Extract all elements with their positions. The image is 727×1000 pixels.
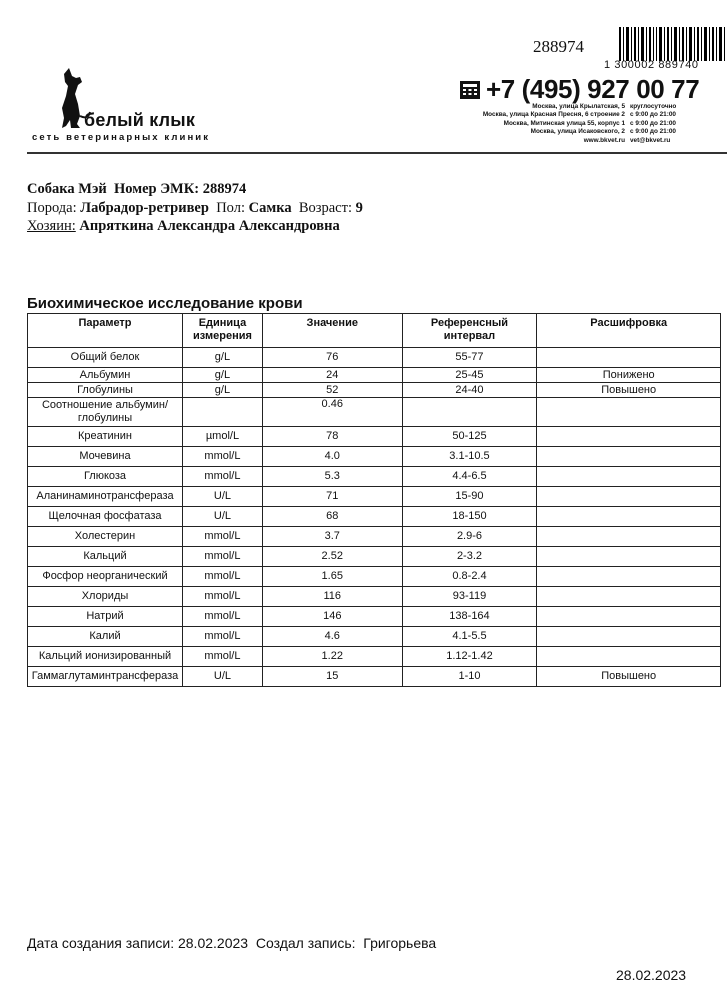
- table-row: [28, 398, 721, 427]
- owner-label: Хозяин:: [27, 218, 76, 234]
- interpretation-cell: [537, 427, 721, 447]
- created-label: Дата создания записи:: [27, 935, 175, 951]
- age-value: 9: [355, 199, 363, 216]
- brand-name: белый клык: [84, 110, 196, 130]
- table-row: [28, 368, 721, 383]
- table-row: [28, 427, 721, 447]
- value-cell: 52: [262, 383, 402, 398]
- parameter-cell: Альбумин: [28, 368, 183, 383]
- emk-label: Номер ЭМК:: [113, 181, 200, 197]
- table-row: [28, 383, 721, 398]
- column-header-ref: Референсный интервал: [402, 314, 537, 348]
- sex-value: Самка: [248, 199, 292, 216]
- table-row: [28, 467, 721, 487]
- column-header-value: Значение: [262, 314, 402, 348]
- parameter-cell: Глобулины: [28, 383, 183, 398]
- parameter-cell: Натрий: [28, 607, 183, 627]
- address-row: Москва, улица Крылатская, 5 круглосуточно: [532, 103, 677, 110]
- value-cell: 76: [262, 348, 402, 368]
- emk-number: 288974: [202, 181, 247, 197]
- unit-cell: mmol/L: [182, 627, 262, 647]
- unit-cell: mmol/L: [182, 527, 262, 547]
- value-cell: 146: [262, 607, 402, 627]
- breed-label: Порода:: [27, 199, 77, 216]
- table-row: [28, 447, 721, 467]
- created-date: 28.02.2023: [177, 935, 249, 951]
- table-row: [28, 667, 721, 687]
- address-row: Москва, улица Красная Пресня, 6 строение 2 с 9:00 до 21:00: [482, 111, 676, 119]
- value-cell: 116: [262, 587, 402, 607]
- reference-cell: 18-150: [402, 507, 537, 527]
- results-table: [27, 313, 721, 687]
- barcode: [619, 27, 727, 61]
- table-row: [28, 348, 721, 368]
- clinic-addresses: [440, 103, 688, 145]
- unit-cell: U/L: [182, 667, 262, 687]
- phone-number: +7 (495) 927 00 77: [486, 74, 700, 104]
- owner-value: Апряткина Александра Александровна: [79, 218, 340, 234]
- patient-line-1: [27, 180, 363, 199]
- table-row: [28, 607, 721, 627]
- address-row: Москва, Митинская улица 55, корпус 1 с 9:00 до 21:00: [503, 119, 676, 127]
- author-label: Создал запись:: [255, 935, 356, 951]
- interpretation-cell: [537, 527, 721, 547]
- parameter-cell: Креатинин: [28, 427, 183, 447]
- reference-cell: [402, 398, 537, 427]
- interpretation-cell: [537, 607, 721, 627]
- parameter-cell: Соотношение альбумин/глобулины: [28, 398, 183, 427]
- parameter-cell: Калий: [28, 627, 183, 647]
- value-cell: 1.65: [262, 567, 402, 587]
- patient-info: [27, 180, 363, 236]
- value-cell: 2.52: [262, 547, 402, 567]
- reference-cell: 0.8-2.4: [402, 567, 537, 587]
- reference-cell: 2-3.2: [402, 547, 537, 567]
- table-row: [28, 567, 721, 587]
- address-row: Москва, улица Исаковского, 2 с 9:00 до 21:00: [530, 128, 676, 136]
- interpretation-cell: [537, 467, 721, 487]
- interpretation-cell: Повышено: [537, 383, 721, 398]
- parameter-cell: Мочевина: [28, 447, 183, 467]
- table-row: [28, 507, 721, 527]
- table-row: [28, 587, 721, 607]
- unit-cell: mmol/L: [182, 587, 262, 607]
- reference-cell: 25-45: [402, 368, 537, 383]
- interpretation-cell: [537, 447, 721, 467]
- reference-cell: 55-77: [402, 348, 537, 368]
- reference-cell: 138-164: [402, 607, 537, 627]
- unit-cell: g/L: [182, 368, 262, 383]
- patient-name: Собака Мэй: [27, 181, 107, 197]
- patient-line-2: [27, 199, 363, 218]
- reference-cell: 3.1-10.5: [402, 447, 537, 467]
- column-header-interp: Расшифровка: [537, 314, 721, 348]
- analysis-title: Биохимическое исследование крови: [27, 295, 303, 312]
- interpretation-cell: [537, 487, 721, 507]
- interpretation-cell: [537, 567, 721, 587]
- unit-cell: [182, 398, 262, 427]
- patient-line-3: [27, 217, 363, 236]
- website-email-row: www.bkvet.ru vet@bkvet.ru: [583, 136, 671, 144]
- reference-cell: 1.12-1.42: [402, 647, 537, 667]
- value-cell: 1.22: [262, 647, 402, 667]
- unit-cell: g/L: [182, 383, 262, 398]
- phone-icon: [460, 81, 480, 99]
- interpretation-cell: [537, 647, 721, 667]
- table-row: [28, 527, 721, 547]
- unit-cell: mmol/L: [182, 467, 262, 487]
- reference-cell: 2.9-6: [402, 527, 537, 547]
- barcode-digits: 1 300002 889740: [604, 59, 699, 71]
- reference-cell: 24-40: [402, 383, 537, 398]
- unit-cell: mmol/L: [182, 607, 262, 627]
- parameter-cell: Гаммаглутаминтрансфераза: [28, 667, 183, 687]
- reference-cell: 4.1-5.5: [402, 627, 537, 647]
- parameter-cell: Кальций ионизированный: [28, 647, 183, 667]
- value-cell: 78: [262, 427, 402, 447]
- interpretation-cell: Понижено: [537, 368, 721, 383]
- interpretation-cell: [537, 547, 721, 567]
- interpretation-cell: [537, 348, 721, 368]
- column-header-param: Параметр: [28, 314, 183, 348]
- sex-label: Пол:: [216, 199, 245, 216]
- parameter-cell: Холестерин: [28, 527, 183, 547]
- value-cell: 68: [262, 507, 402, 527]
- unit-cell: U/L: [182, 487, 262, 507]
- reference-cell: 15-90: [402, 487, 537, 507]
- breed-value: Лабрадор-ретривер: [80, 199, 209, 216]
- interpretation-cell: [537, 398, 721, 427]
- print-date: 28.02.2023: [616, 967, 687, 983]
- document-number: 288974: [533, 37, 584, 56]
- value-cell: 24: [262, 368, 402, 383]
- table-row: [28, 627, 721, 647]
- parameter-cell: Аланинаминотрансфераза: [28, 487, 183, 507]
- reference-cell: 93-119: [402, 587, 537, 607]
- value-cell: 71: [262, 487, 402, 507]
- value-cell: 0.46: [262, 398, 402, 427]
- value-cell: 4.6: [262, 627, 402, 647]
- column-header-unit: Единица измерения: [182, 314, 262, 348]
- interpretation-cell: Повышено: [537, 667, 721, 687]
- unit-cell: U/L: [182, 507, 262, 527]
- interpretation-cell: [537, 507, 721, 527]
- reference-cell: 50-125: [402, 427, 537, 447]
- unit-cell: mmol/L: [182, 447, 262, 467]
- parameter-cell: Кальций: [28, 547, 183, 567]
- unit-cell: mmol/L: [182, 647, 262, 667]
- unit-cell: µmol/L: [182, 427, 262, 447]
- reference-cell: 1-10: [402, 667, 537, 687]
- clinic-logo: [32, 68, 212, 146]
- table-row: [28, 487, 721, 507]
- header-divider: [27, 152, 727, 154]
- parameter-cell: Общий белок: [28, 348, 183, 368]
- unit-cell: mmol/L: [182, 567, 262, 587]
- table-row: [28, 647, 721, 667]
- interpretation-cell: [537, 587, 721, 607]
- value-cell: 4.0: [262, 447, 402, 467]
- reference-cell: 4.4-6.5: [402, 467, 537, 487]
- parameter-cell: Щелочная фосфатаза: [28, 507, 183, 527]
- unit-cell: g/L: [182, 348, 262, 368]
- parameter-cell: Фосфор неорганический: [28, 567, 183, 587]
- interpretation-cell: [537, 627, 721, 647]
- unit-cell: mmol/L: [182, 547, 262, 567]
- table-row: [28, 547, 721, 567]
- value-cell: 15: [262, 667, 402, 687]
- value-cell: 3.7: [262, 527, 402, 547]
- value-cell: 5.3: [262, 467, 402, 487]
- table-header-row: [28, 314, 721, 348]
- author-name: Григорьева: [363, 935, 437, 951]
- parameter-cell: Хлориды: [28, 587, 183, 607]
- age-label: Возраст:: [298, 199, 352, 216]
- parameter-cell: Глюкоза: [28, 467, 183, 487]
- brand-tagline: сеть ветеринарных клиник: [32, 132, 211, 143]
- record-footer: [27, 935, 436, 951]
